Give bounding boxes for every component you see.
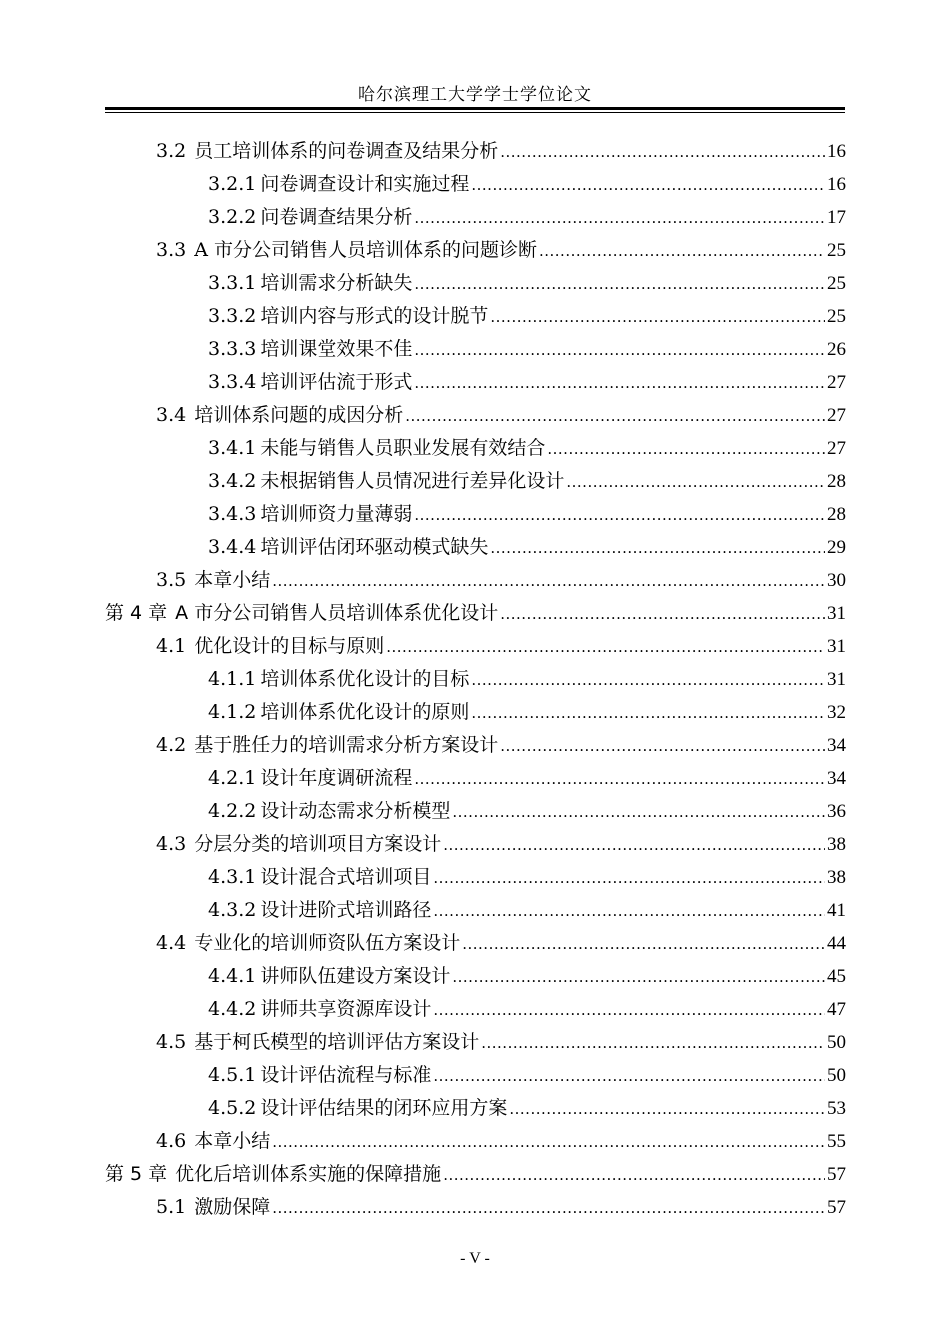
toc-entry-title: 未根据销售人员情况进行差异化设计 — [260, 470, 565, 492]
header-rule-thick — [105, 107, 845, 110]
toc-entry-number: 4.2.2 — [208, 800, 257, 822]
dot-leader — [414, 763, 825, 796]
toc-entry-page: 34 — [827, 735, 846, 756]
toc-entry-page: 38 — [827, 867, 846, 888]
toc-entry-page: 41 — [827, 900, 846, 921]
toc-entry-title: 本章小结 — [194, 569, 271, 591]
toc-entry-title: A 市分公司销售人员培训体系的问题诊断 — [194, 239, 537, 261]
toc-entry-page: 25 — [827, 273, 846, 294]
toc-entry[interactable] — [105, 795, 846, 828]
dot-leader — [433, 895, 825, 928]
toc-entry-title: 优化后培训体系实施的保障措施 — [175, 1163, 442, 1185]
dot-leader — [462, 928, 825, 961]
toc-entry-title: 培训体系优化设计的目标 — [260, 668, 470, 690]
toc-entry-page: 32 — [827, 702, 846, 723]
toc-entry[interactable] — [105, 960, 846, 993]
toc-entry-label — [156, 399, 403, 432]
toc-entry-page: 16 — [827, 141, 846, 162]
toc-entry-label — [208, 300, 488, 333]
toc-entry-title: 设计评估结果的闭环应用方案 — [260, 1097, 508, 1119]
toc-entry-page: 50 — [827, 1032, 846, 1053]
toc-entry-title: 专业化的培训师资队伍方案设计 — [194, 932, 461, 954]
dot-leader — [547, 433, 825, 466]
toc-entry[interactable] — [105, 432, 846, 465]
toc-entry-label — [156, 729, 498, 762]
toc-entry-number: 4.6 — [156, 1130, 187, 1152]
dot-leader — [433, 994, 825, 1027]
toc-entry[interactable] — [105, 1191, 846, 1224]
dot-leader — [272, 1126, 825, 1159]
toc-entry-title: 培训需求分析缺失 — [260, 272, 413, 294]
dot-leader — [386, 631, 825, 664]
toc-entry-page: 31 — [827, 669, 846, 690]
toc-entry[interactable] — [105, 1092, 846, 1125]
header-rule-thin — [105, 112, 845, 113]
toc-entry[interactable] — [105, 531, 846, 564]
toc-entry-page: 25 — [827, 240, 846, 261]
toc-entry-number: 4.5.2 — [208, 1097, 257, 1119]
dot-leader — [471, 664, 825, 697]
toc-entry-number: 4.1.1 — [208, 668, 257, 690]
toc-entry[interactable] — [105, 564, 846, 597]
dot-leader — [414, 499, 825, 532]
toc-entry[interactable] — [105, 201, 846, 234]
toc-entry[interactable] — [105, 762, 846, 795]
toc-entry-page: 53 — [827, 1098, 846, 1119]
toc-entry-number: 3.5 — [156, 569, 187, 591]
toc-entry-page: 45 — [827, 966, 846, 987]
dot-leader — [481, 1027, 825, 1060]
toc-entry-label — [208, 663, 469, 696]
toc-entry-label — [208, 366, 412, 399]
toc-entry-page: 55 — [827, 1131, 846, 1152]
toc-entry-label — [208, 333, 412, 366]
dot-leader — [414, 334, 825, 367]
toc-entry-label — [208, 267, 412, 300]
toc-entry-number: 4.1.2 — [208, 701, 257, 723]
toc-entry-page: 25 — [827, 306, 846, 327]
toc-entry-title: 分层分类的培训项目方案设计 — [194, 833, 442, 855]
toc-entry-label — [208, 861, 431, 894]
dot-leader — [443, 829, 825, 862]
toc-entry-page: 27 — [827, 405, 846, 426]
toc-entry-page: 27 — [827, 372, 846, 393]
toc-entry-number: 4.1 — [156, 635, 187, 657]
toc-entry-number: 4.3 — [156, 833, 187, 855]
dot-leader — [566, 466, 825, 499]
toc-entry-number: 4.4.1 — [208, 965, 257, 987]
toc-entry-label — [208, 432, 545, 465]
toc-entry-label — [156, 1191, 270, 1224]
dot-leader — [471, 697, 825, 730]
toc-entry-title: A 市分公司销售人员培训体系优化设计 — [175, 602, 499, 624]
dot-leader — [272, 565, 825, 598]
toc-entry-label — [208, 1059, 431, 1092]
toc-entry[interactable] — [105, 465, 846, 498]
toc-entry-number: 4.2.1 — [208, 767, 257, 789]
toc-entry-number: 4.4 — [156, 932, 187, 954]
dot-leader — [490, 532, 825, 565]
toc-entry-label — [156, 234, 537, 267]
toc-entry-number: 4.5 — [156, 1031, 187, 1053]
toc-entry-page: 17 — [827, 207, 846, 228]
toc-entry-label — [208, 696, 469, 729]
dot-leader — [452, 961, 825, 994]
toc-entry-label — [208, 201, 412, 234]
toc-entry-page: 28 — [827, 471, 846, 492]
toc-entry-number: 4.3.2 — [208, 899, 257, 921]
dot-leader — [500, 598, 825, 631]
toc-entry[interactable] — [105, 399, 846, 432]
toc-entry-page: 30 — [827, 570, 846, 591]
dot-leader — [500, 136, 825, 169]
dot-leader — [433, 862, 825, 895]
toc-entry-number: 3.2.2 — [208, 206, 257, 228]
toc-entry[interactable] — [105, 861, 846, 894]
toc-entry-label — [208, 762, 412, 795]
toc-entry-label — [156, 135, 498, 168]
toc-entry-page: 57 — [827, 1164, 846, 1185]
toc-entry-page: 47 — [827, 999, 846, 1020]
toc-entry-page: 26 — [827, 339, 846, 360]
toc-entry-title: 本章小结 — [194, 1130, 271, 1152]
toc-entry-title: 培训评估闭环驱动模式缺失 — [260, 536, 489, 558]
toc-entry[interactable] — [105, 234, 846, 267]
toc-entry-label — [208, 465, 564, 498]
toc-entry-title: 讲师队伍建设方案设计 — [260, 965, 451, 987]
toc-entry[interactable] — [105, 828, 846, 861]
toc-entry[interactable] — [105, 1026, 846, 1059]
dot-leader — [272, 1192, 825, 1225]
toc-entry-title: 设计进阶式培训路径 — [260, 899, 432, 921]
toc-entry-label — [156, 1026, 479, 1059]
toc-entry[interactable] — [105, 1158, 846, 1191]
toc-entry-label — [208, 168, 469, 201]
toc-entry-page: 57 — [827, 1197, 846, 1218]
page-number: - V - — [460, 1250, 490, 1267]
running-header: 哈尔滨理工大学学士学位论文 — [358, 85, 592, 105]
toc-entry-page: 31 — [827, 603, 846, 624]
toc-entry-title: 未能与销售人员职业发展有效结合 — [260, 437, 546, 459]
toc-entry-title: 设计年度调研流程 — [260, 767, 413, 789]
toc-entry-number: 3.3 — [156, 239, 187, 261]
toc-entry[interactable] — [105, 597, 846, 630]
dot-leader — [471, 169, 825, 202]
toc-entry[interactable] — [105, 894, 846, 927]
toc-entry-number: 3.3.3 — [208, 338, 257, 360]
toc-entry-page: 38 — [827, 834, 846, 855]
toc-entry-title: 设计动态需求分析模型 — [260, 800, 451, 822]
toc-entry-number: 5.1 — [156, 1196, 187, 1218]
toc-entry-number: 3.4.4 — [208, 536, 257, 558]
toc-entry-number: 3.3.2 — [208, 305, 257, 327]
dot-leader — [509, 1093, 825, 1126]
toc-entry-label — [208, 531, 488, 564]
toc-entry-number: 3.4.1 — [208, 437, 257, 459]
toc-entry-number: 3.2 — [156, 140, 187, 162]
toc-entry-label — [208, 993, 431, 1026]
toc-entry[interactable] — [105, 366, 846, 399]
dot-leader — [405, 400, 825, 433]
toc-entry-title: 优化设计的目标与原则 — [194, 635, 385, 657]
toc-entry-page: 34 — [827, 768, 846, 789]
toc-entry-label — [156, 828, 441, 861]
toc-entry[interactable] — [105, 498, 846, 531]
toc-entry-number: 4.2 — [156, 734, 187, 756]
toc-entry[interactable] — [105, 135, 846, 168]
toc-entry[interactable] — [105, 168, 846, 201]
toc-entry-number: 第 4 章 — [105, 602, 168, 624]
dot-leader — [414, 268, 825, 301]
toc-entry-number: 4.3.1 — [208, 866, 257, 888]
dot-leader — [433, 1060, 825, 1093]
toc-entry-label — [105, 597, 498, 630]
toc-entry[interactable] — [105, 927, 846, 960]
toc-entry-page: 28 — [827, 504, 846, 525]
toc-entry[interactable] — [105, 1059, 846, 1092]
toc-entry-label — [156, 564, 270, 597]
toc-entry-title: 员工培训体系的问卷调查及结果分析 — [194, 140, 499, 162]
toc-entry-page: 27 — [827, 438, 846, 459]
toc-entry[interactable] — [105, 729, 846, 762]
dot-leader — [414, 367, 825, 400]
toc-entry-title: 基于柯氏模型的培训评估方案设计 — [194, 1031, 480, 1053]
toc-entry-number: 3.3.4 — [208, 371, 257, 393]
toc-entry-label — [208, 960, 450, 993]
dot-leader — [443, 1159, 825, 1192]
toc-entry-label — [156, 1125, 270, 1158]
toc-entry-label — [208, 795, 450, 828]
dot-leader — [414, 202, 825, 235]
dot-leader — [539, 235, 825, 268]
toc-entry-page: 50 — [827, 1065, 846, 1086]
toc-entry-page: 31 — [827, 636, 846, 657]
toc-entry-title: 培训评估流于形式 — [260, 371, 413, 393]
toc-entry-label — [208, 498, 412, 531]
toc-entry-title: 设计评估流程与标准 — [260, 1064, 432, 1086]
toc-entry[interactable] — [105, 630, 846, 663]
toc-entry-number: 4.5.1 — [208, 1064, 257, 1086]
toc-entry-title: 激励保障 — [194, 1196, 271, 1218]
toc-entry-title: 问卷调查结果分析 — [260, 206, 413, 228]
toc-entry-label — [208, 894, 431, 927]
toc-entry-title: 培训体系优化设计的原则 — [260, 701, 470, 723]
toc-entry-label — [156, 630, 384, 663]
toc-entry-number: 3.4.2 — [208, 470, 257, 492]
toc-entry-title: 讲师共享资源库设计 — [260, 998, 432, 1020]
toc-entry-number: 3.4.3 — [208, 503, 257, 525]
toc-entry[interactable] — [105, 663, 846, 696]
toc-entry-number: 3.2.1 — [208, 173, 257, 195]
toc-entry-number: 3.3.1 — [208, 272, 257, 294]
toc-entry-page: 36 — [827, 801, 846, 822]
toc-entry[interactable] — [105, 993, 846, 1026]
toc-entry[interactable] — [105, 333, 846, 366]
table-of-contents — [105, 135, 846, 1224]
toc-entry-title: 问卷调查设计和实施过程 — [260, 173, 470, 195]
dot-leader — [490, 301, 825, 334]
toc-entry-number: 第 5 章 — [105, 1163, 168, 1185]
toc-entry-page: 29 — [827, 537, 846, 558]
toc-entry[interactable] — [105, 300, 846, 333]
toc-entry-page: 16 — [827, 174, 846, 195]
dot-leader — [452, 796, 825, 829]
toc-entry-title: 培训内容与形式的设计脱节 — [260, 305, 489, 327]
dot-leader — [500, 730, 825, 763]
toc-entry-label — [105, 1158, 441, 1191]
toc-entry-number: 3.4 — [156, 404, 187, 426]
toc-entry-title: 培训课堂效果不佳 — [260, 338, 413, 360]
toc-entry[interactable] — [105, 1125, 846, 1158]
toc-entry-label — [156, 927, 460, 960]
toc-entry-page: 44 — [827, 933, 846, 954]
toc-entry-title: 培训体系问题的成因分析 — [194, 404, 404, 426]
toc-entry-number: 4.4.2 — [208, 998, 257, 1020]
toc-entry-title: 基于胜任力的培训需求分析方案设计 — [194, 734, 499, 756]
toc-entry-label — [208, 1092, 507, 1125]
toc-entry[interactable] — [105, 696, 846, 729]
toc-entry[interactable] — [105, 267, 846, 300]
toc-entry-title: 培训师资力量薄弱 — [260, 503, 413, 525]
toc-entry-title: 设计混合式培训项目 — [260, 866, 432, 888]
